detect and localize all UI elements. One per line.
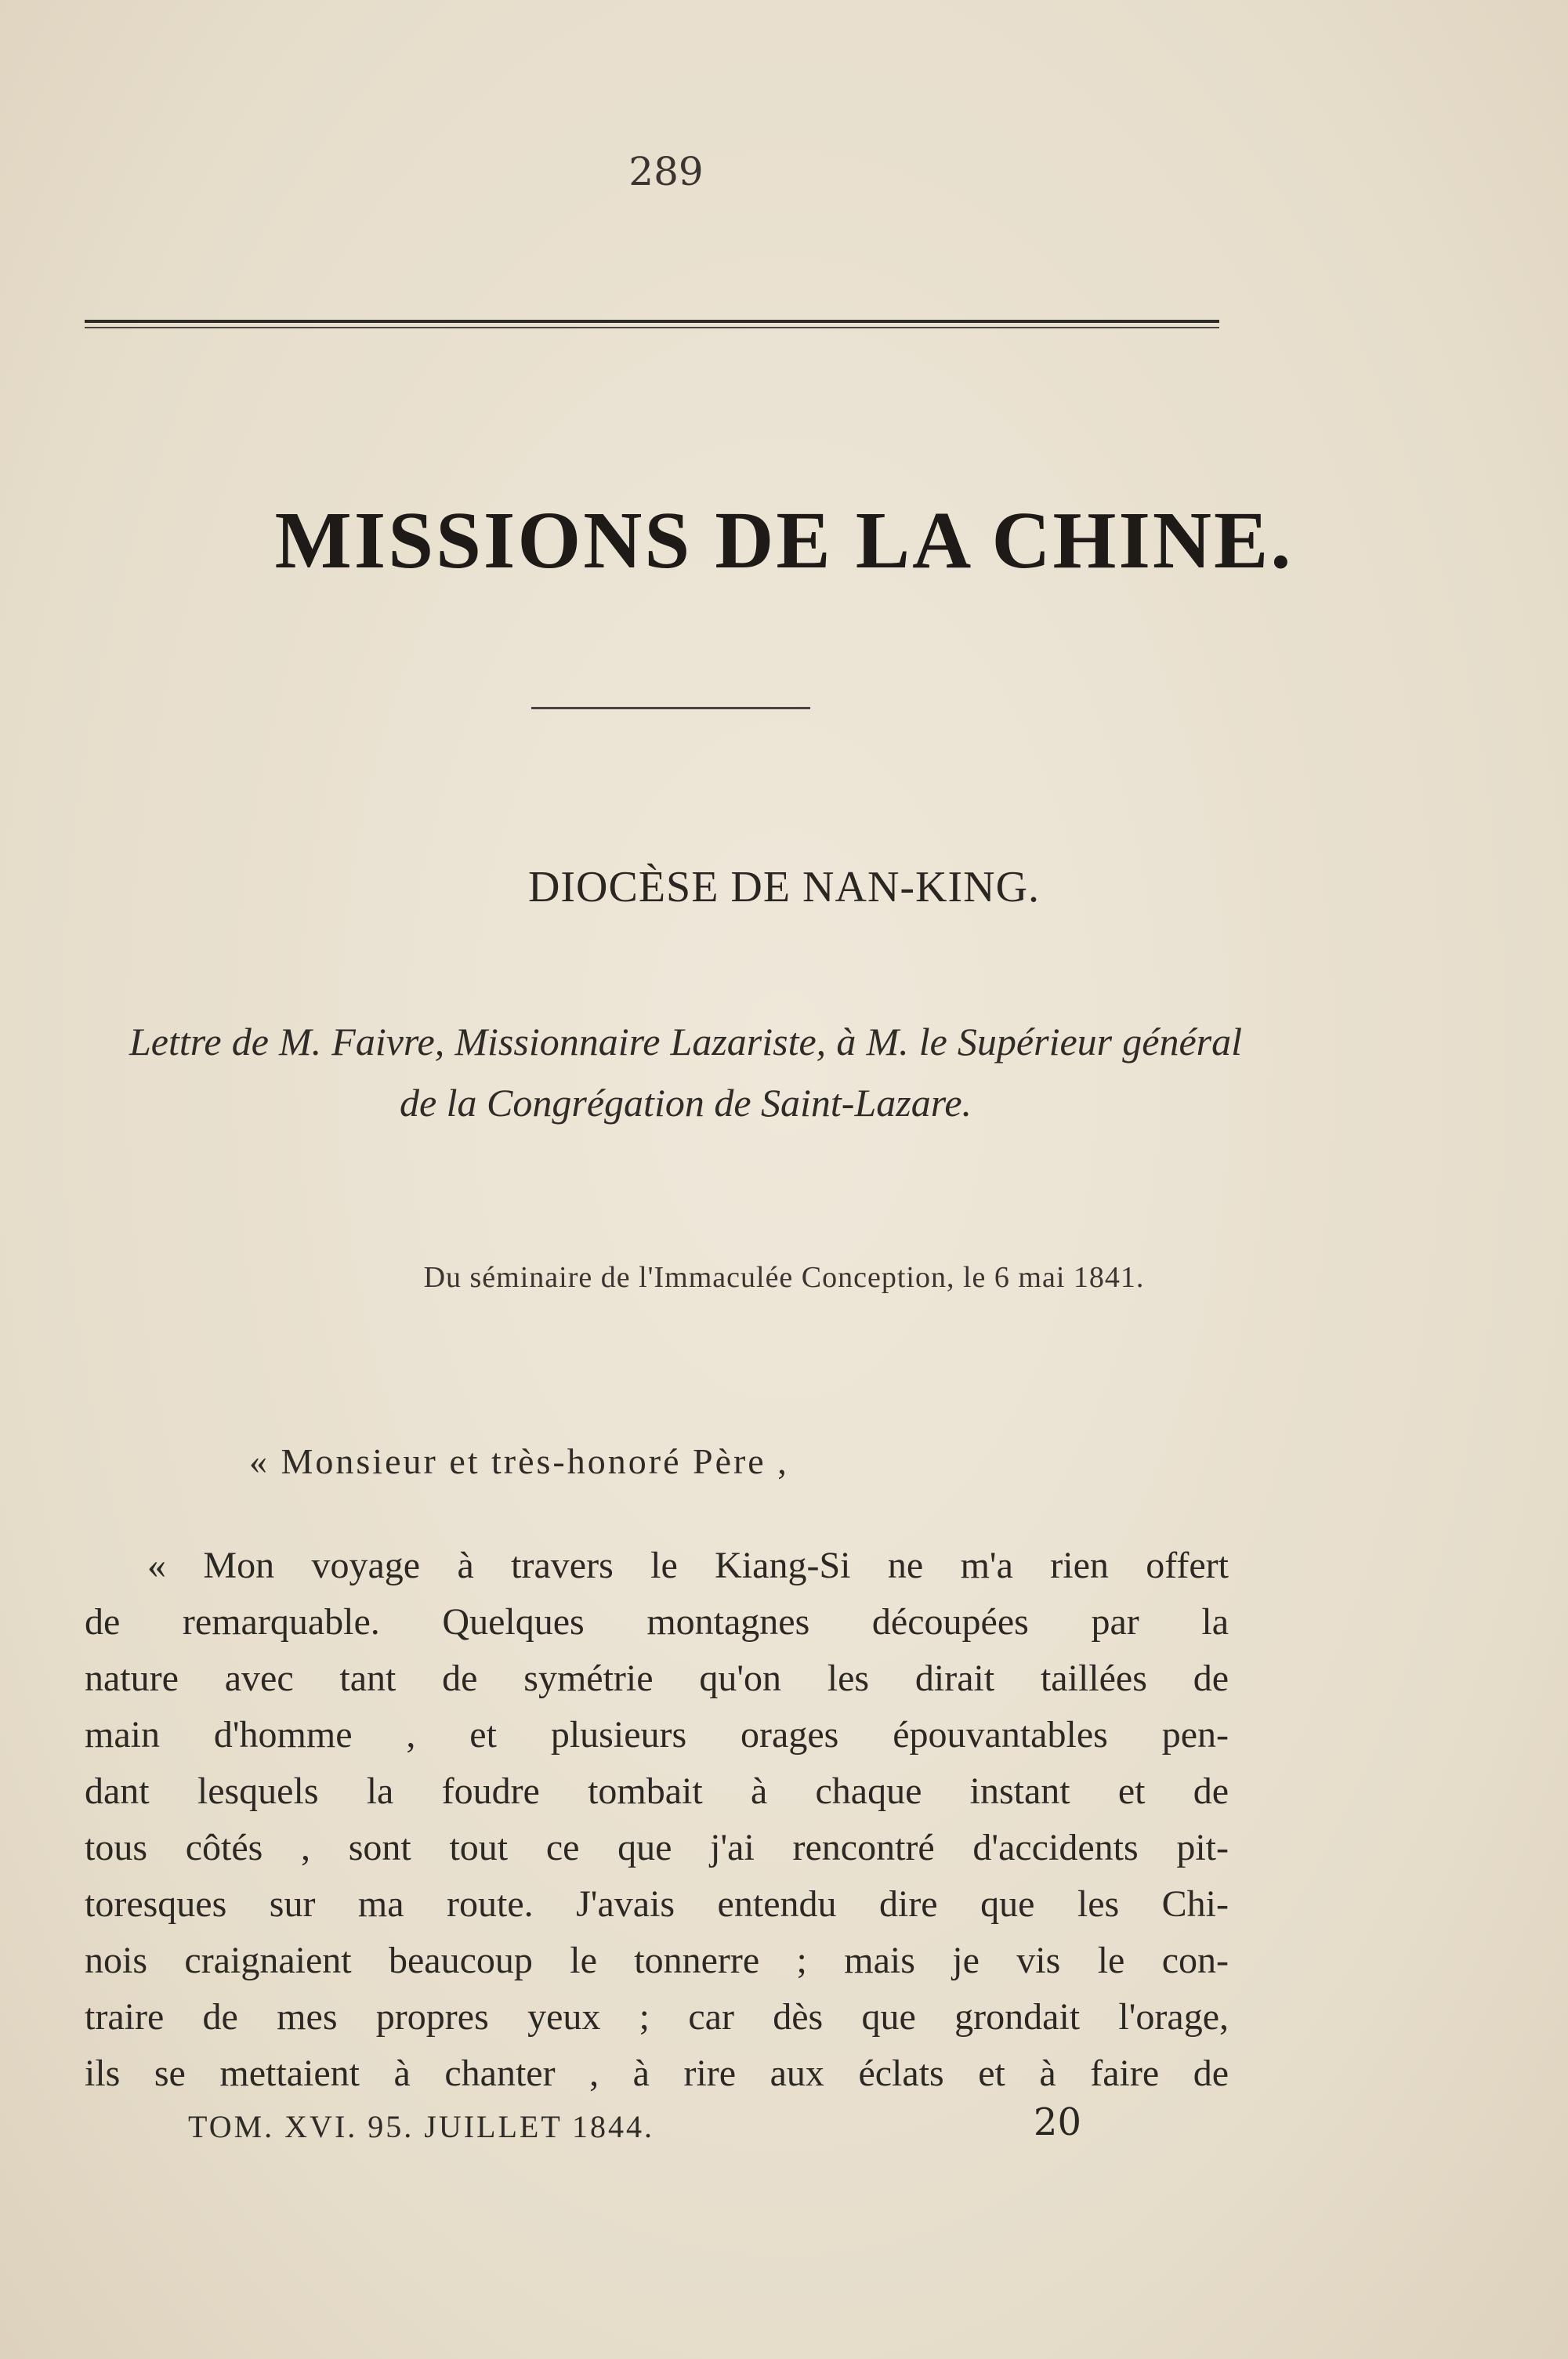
body-line: ils se mettaient à chanter , à rire aux éclats et à faire de (85, 2053, 1229, 2094)
page-number: 289 (628, 149, 704, 194)
dateline: Du séminaire de l'Immaculée Conception, le 6 mai 1841. (423, 1261, 1145, 1294)
body-line: tous côtés , sont tout ce que j'ai rencontré d'accidents pit- (85, 1827, 1229, 1868)
body-line: nature avec tant de symétrie qu'on les dirait taillées de (85, 1658, 1229, 1699)
body-line: toresques sur ma route. J'avais entendu dire que les Chi- (85, 1883, 1229, 1925)
letter-subtitle: Lettre de M. Faivre, Missionnaire Lazariste, à M. le Supérieur général de la Congrégation de Saint-Lazare. (129, 1020, 1242, 1125)
body-text (85, 1538, 1229, 2102)
title-divider (531, 707, 810, 709)
section-heading: DIOCÈSE DE NAN-KING. (527, 863, 1041, 911)
footer-signature: TOM. XVI. 95. JUILLET 1844. (188, 2109, 655, 2144)
salutation: « Monsieur et très-honoré Père , (249, 1441, 789, 1481)
header-double-rule (85, 320, 1219, 331)
body-line: de remarquable. Quelques montagnes découpées par la (85, 1601, 1229, 1643)
body-line: traire de mes propres yeux ; car dès que grondait l'orage, (85, 1996, 1229, 2038)
body-line: « Mon voyage à travers le Kiang-Si ne m'a rien offert (147, 1545, 1229, 1586)
sheet-number: 20 (1033, 2100, 1081, 2144)
page-title: MISSIONS DE LA CHINE. (274, 495, 1294, 585)
body-line: dant lesquels la foudre tombait à chaque instant et de (85, 1770, 1229, 1812)
body-line: nois craignaient beaucoup le tonnerre ; mais je vis le con- (85, 1940, 1229, 1981)
body-line: main d'homme , et plusieurs orages épouvantables pen- (85, 1714, 1229, 1756)
header-rule-thick (85, 320, 1219, 323)
header-rule-thin (85, 327, 1219, 328)
